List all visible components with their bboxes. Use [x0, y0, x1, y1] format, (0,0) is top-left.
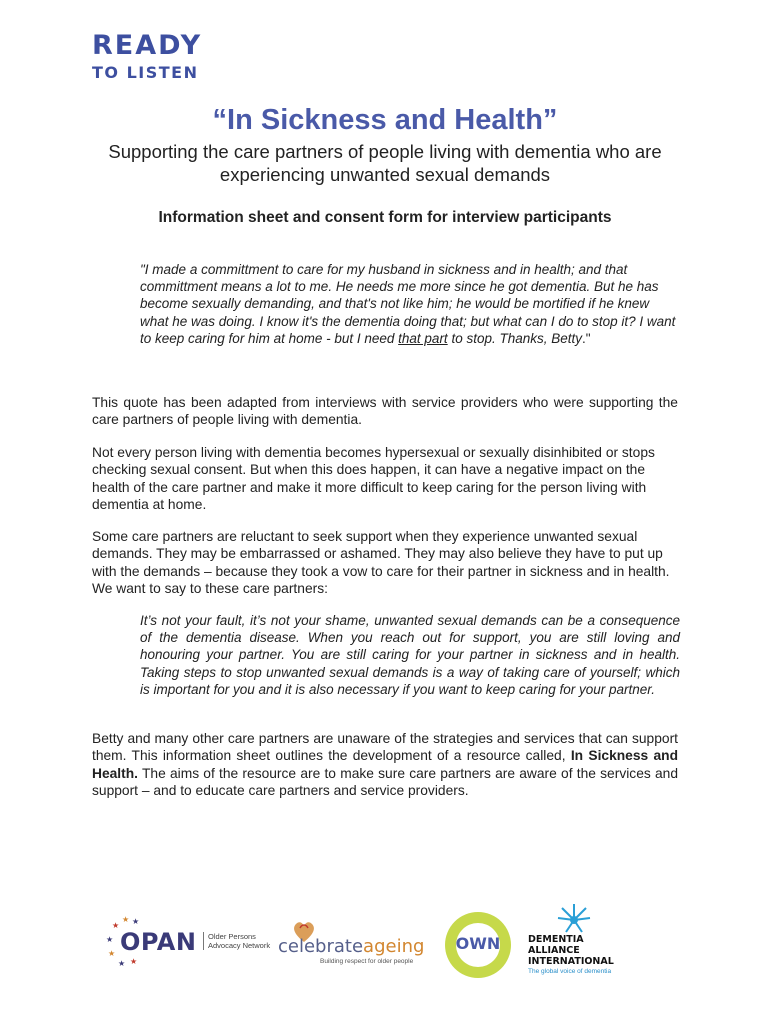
svg-text:★: ★: [122, 915, 130, 924]
paragraph-4: [92, 730, 678, 800]
page-subtitle: Supporting the care partners of people living with dementia who are experiencing unwanted sexual demands: [108, 141, 662, 185]
p4-text-before: Betty and many other care partners are unaware of the strategies and services that can support them. This information sheet outlines the development of a resource called,: [92, 731, 678, 764]
p4-resource-name: In Sickness and Health.: [92, 748, 678, 781]
quote-underlined: that part: [398, 330, 448, 346]
section-heading: Information sheet and consent form for interview participants: [158, 209, 612, 226]
celebrate-tagline: Building respect for older people: [320, 958, 414, 965]
opan-logo: [100, 914, 270, 968]
dai-line-2: ALLIANCE: [528, 945, 580, 956]
paragraph-2: Not every person living with dementia becomes hypersexual or sexually disinhibited or stops checking sexual consent. But when this does happen, it can have a negative impact on the health of the care partner and make it more difficult to keep caring for the person living with dementia at home.: [92, 445, 655, 513]
quote-closing: .": [582, 330, 591, 346]
own-logo: [445, 912, 511, 978]
dai-tagline: The global voice of dementia: [528, 968, 612, 975]
quote-text-after: to stop. Thanks, Betty: [447, 330, 583, 346]
dai-line-1: DEMENTIA: [528, 934, 584, 945]
p4-text-after: The aims of the resource are to make sure care partners are aware of the services and support – and to educate care partners and service providers.: [92, 765, 678, 799]
quote-text-before: "I made a committment to care for my husband in sickness and in health; and that committment means a lot to me. He needs me more since he got dementia. But he has become sexually demanding, and that's not like him; he would be mortified if he knew what he was doing. I know it's the dementia doing that; but what can I do to stop it? I want to keep caring for him at home - but I need: [140, 262, 676, 346]
ready-to-listen-logo: [92, 32, 222, 84]
celebrate-ageing-wordmark: [278, 936, 424, 957]
care-partner-message: It’s not your fault, it’s not your shame, unwanted sexual demands can be a consequence of the dementia disease. When you reach out for support, you are still loving and honouring your partner. You are still caring for your partner in sickness and in health. Taking steps to stop unwanted sexual demands is a way of taking care of yourself; which is important for you and it is also necessary if you want to keep caring for your partner.: [140, 613, 680, 697]
dai-burst-icon: [554, 902, 594, 936]
celebrate-word: celebrate: [278, 936, 364, 957]
opan-name: OPAN: [120, 928, 197, 956]
celebrate-ageing-logo: [278, 918, 428, 968]
svg-text:★: ★: [112, 921, 120, 930]
own-ring: [445, 912, 511, 978]
own-name: OWN: [455, 934, 501, 953]
paragraph-3: Some care partners are reluctant to seek support when they experience unwanted sexual demands. They may be embarrassed or ashamed. They may also believe they have to put up with the demands – because they took a vow to care for their partner in sickness and in health. We want to say to these care partners:: [92, 529, 670, 597]
opan-subtitle: Older Persons Advocacy Network: [203, 932, 275, 950]
svg-text:★: ★: [132, 917, 140, 926]
logo-ready-text: READY: [92, 30, 203, 61]
betty-quote: [140, 261, 680, 347]
page-title: “In Sickness and Health”: [212, 104, 558, 136]
dementia-alliance-logo: [528, 900, 618, 980]
dai-name: [528, 934, 618, 967]
paragraph-1: This quote has been adapted from interviews with service providers who were supporting the care partners of people living with dementia.: [92, 395, 678, 428]
logo-listen-text: TO LISTEN: [92, 63, 199, 82]
svg-text:★: ★: [108, 949, 116, 958]
ageing-word: ageing: [363, 936, 425, 957]
partner-logos: [100, 900, 620, 980]
svg-text:★: ★: [130, 957, 138, 966]
svg-text:★: ★: [106, 935, 114, 944]
svg-text:★: ★: [118, 959, 126, 968]
dai-line-3: INTERNATIONAL: [528, 956, 614, 967]
